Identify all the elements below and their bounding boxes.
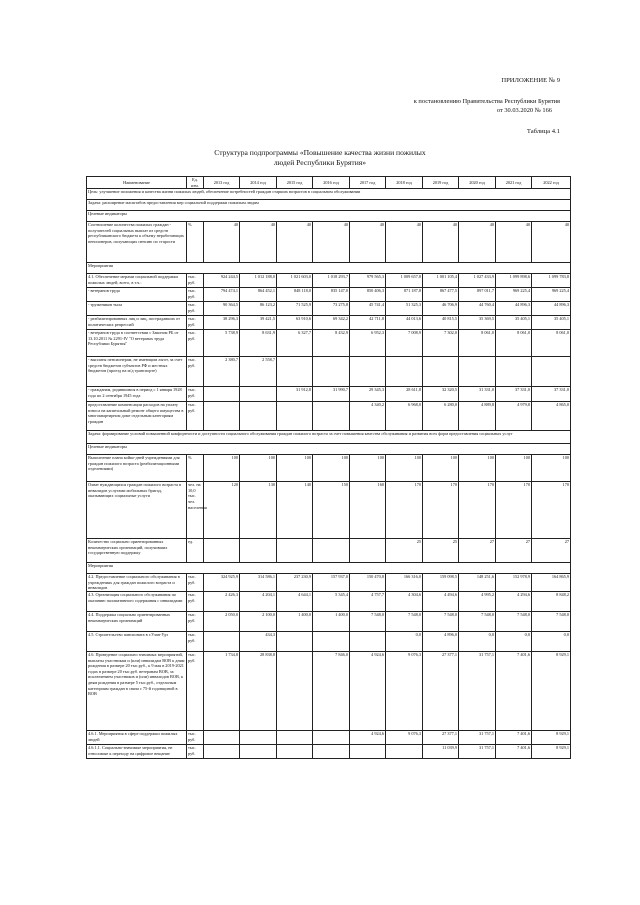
table-row	[87, 402, 571, 431]
header-year: 2017 год	[350, 177, 386, 189]
row-value: 29 345,3	[350, 387, 386, 402]
row-value: 7 302,0	[423, 330, 459, 357]
row-value	[350, 631, 386, 651]
section-text: Цель: улучшение положения и качества жизни пожилых людей, обеспечение потребностей граждан старших возрастов в социальном обслуживании	[87, 189, 571, 200]
table-number: Таблица 4.1	[526, 128, 560, 135]
row-value: 31 990,7	[313, 387, 350, 402]
section-text: Задача: формирование условий повышенной комфортности и доступности социального обслуживания граждан пожилого возраста за счет повышения качества обслуживания и развития всех форм предоставления социальных услуг	[87, 431, 571, 444]
row-name: - ветеранов труда	[87, 288, 187, 302]
row-value: 35 405,1	[496, 316, 532, 330]
row-value: 1 001 105,4	[423, 274, 459, 288]
row-value: 7 548,0	[532, 611, 571, 631]
row-value: 40 815,5	[423, 316, 459, 330]
row-value: 25	[386, 539, 423, 563]
row-unit: чел. на 10,0 тыс. чел. населения	[187, 482, 204, 539]
row-value: 8 631,9	[240, 330, 277, 357]
row-value: 45 741,4	[350, 302, 386, 316]
row-value: 150 470,8	[350, 574, 386, 592]
row-value: 0,0	[459, 631, 496, 651]
row-value	[277, 651, 313, 730]
row-name: 4.5. Строительство пансионата в г.Улан-Удэ	[87, 631, 187, 651]
row-value: 4 896,0	[423, 631, 459, 651]
row-value: 44 013,6	[386, 316, 423, 330]
row-value: 5 345,4	[313, 591, 350, 611]
row-value: 35 405,1	[532, 316, 571, 330]
row-value: 324 925,9	[204, 574, 240, 592]
row-name: Охват нуждающихся граждан пожилого возраста в инвалидов услугами мобильных бригад, оказывающих социальные услуги	[87, 482, 187, 539]
row-value: 100	[313, 455, 350, 482]
row-value: 7 846,0	[313, 651, 350, 730]
row-value: 100	[240, 455, 277, 482]
row-value: 170	[496, 482, 532, 539]
row-name: 4.2. Предоставление социального обслуживания в учреждениях для граждан пожилого возраста и инвалидов	[87, 574, 187, 592]
row-value: 8 848,2	[532, 591, 571, 611]
row-name: 4.6.1.1. Социально-значимые мероприятия, не относимые к переходу на цифровое вещание	[87, 744, 187, 758]
row-value	[240, 402, 277, 431]
table-row	[87, 387, 571, 402]
row-value: 40	[204, 222, 240, 263]
row-value: 8 929,1	[532, 730, 571, 744]
row-value: 170	[386, 482, 423, 539]
row-value: 37 331,0	[532, 387, 571, 402]
row-value: 6 968,0	[386, 402, 423, 431]
table-row	[87, 455, 571, 482]
row-value: 40	[459, 222, 496, 263]
row-value: 100	[277, 455, 313, 482]
row-value: 897 011,7	[459, 288, 496, 302]
row-value	[204, 631, 240, 651]
row-value: 27	[532, 539, 571, 563]
row-value: 0,0	[532, 631, 571, 651]
table-row	[87, 482, 571, 539]
row-value: 5 738,9	[204, 330, 240, 357]
row-name: 4.6. Проведение социально значимых мероприятий, выплаты участникам и (или) инвалидам ВОВ к дням рождения в размере 20 тыс.руб., к 9 мая в 2019-2021 годах в размере 20 тыс.руб. ветеранам ВОВ, за исключением участников и (или) инвалидов ВОВ, к дням рождения в размере 5 тыс.руб., отдельным категориям граждан в связи с 75-й годовщиной в ВОВ	[87, 651, 187, 730]
row-value: 37 331,0	[496, 387, 532, 402]
row-value: 7 401,6	[496, 651, 532, 730]
row-value: 31 757,1	[459, 651, 496, 730]
row-value: 4 995,2	[459, 591, 496, 611]
row-value: 4 304,6	[386, 591, 423, 611]
row-value: 40	[277, 222, 313, 263]
row-value: 86 123,2	[240, 302, 277, 316]
row-name: - ветеранов труда в соответствии с Законом РБ от 13.10.2011 № 2291-IV "О ветеранах труда Республики Бурятия"	[87, 330, 187, 357]
row-value: 40	[350, 222, 386, 263]
row-value: 1 012 188,0	[240, 274, 277, 288]
row-value: 1 027 433,9	[459, 274, 496, 288]
row-value: 40	[313, 222, 350, 263]
row-value	[313, 631, 350, 651]
row-value: 157 937,0	[313, 574, 350, 592]
row-name: - гражданам, родившимся в период с 1 января 1928 года по 2 сентября 1945 года	[87, 387, 187, 402]
row-value: 0,0	[496, 631, 532, 651]
row-value: 69 342,2	[313, 316, 350, 330]
row-value: 40	[423, 222, 459, 263]
table-row	[87, 222, 571, 263]
row-value	[313, 744, 350, 758]
row-value: 31 757,1	[459, 730, 496, 744]
row-value: 4 757,7	[350, 591, 386, 611]
table-row	[87, 611, 571, 631]
row-value: 6 952,3	[350, 330, 386, 357]
row-unit: тыс. руб.	[187, 288, 204, 302]
row-value: 434,3	[240, 631, 277, 651]
row-unit: тыс. руб.	[187, 651, 204, 730]
row-value	[277, 744, 313, 758]
row-value: 8 061,0	[496, 330, 532, 357]
row-value: 164 865,9	[532, 574, 571, 592]
row-value: 1 400,0	[313, 611, 350, 631]
row-value: 40	[496, 222, 532, 263]
row-value: 4 924,6	[350, 730, 386, 744]
table-row	[87, 631, 571, 651]
row-value	[386, 744, 423, 758]
row-value: 1 009 657,8	[386, 274, 423, 288]
row-value: 100	[459, 455, 496, 482]
row-unit: тыс. руб.	[187, 274, 204, 288]
row-unit: тыс. руб.	[187, 611, 204, 631]
row-value: 4 889,8	[459, 402, 496, 431]
row-value: 25	[423, 539, 459, 563]
row-value: 170	[423, 482, 459, 539]
row-value: 237 230,9	[277, 574, 313, 592]
row-value: 864 452,1	[240, 288, 277, 302]
row-value: 27 377,1	[423, 730, 459, 744]
table-row	[87, 744, 571, 758]
row-value	[313, 402, 350, 431]
row-value: 1 099 898,6	[496, 274, 532, 288]
row-value: 8 061,0	[532, 330, 571, 357]
row-value: 44 896,3	[532, 302, 571, 316]
row-value: 969 225,4	[532, 288, 571, 302]
row-value	[240, 387, 277, 402]
row-name: Соотношение количества пожилых граждан - получателей социальных выплат из средств республиканского бюджета к объему неработающих пенсионеров, получающих пенсию по старости	[87, 222, 187, 263]
row-name: предоставление компенсации расходов на уплату взноса на капитальный ремонт общего имущества в многоквартирном доме отдельным категориям граждан	[87, 402, 187, 431]
resolution-line-1: к постановлению Правительства Республики Бурятия	[413, 98, 560, 105]
row-value: 71 525,9	[277, 302, 313, 316]
section-text: Мероприятия	[87, 263, 571, 274]
row-value: 166 316,0	[386, 574, 423, 592]
row-value: 8 432,9	[313, 330, 350, 357]
row-value: 871 187,8	[386, 288, 423, 302]
row-value: 170	[532, 482, 571, 539]
row-value: 100	[204, 455, 240, 482]
row-value: 1 099 783,8	[532, 274, 571, 288]
row-value: 7 008,9	[386, 330, 423, 357]
row-unit: тыс. руб.	[187, 357, 204, 387]
section-row	[87, 431, 571, 444]
row-value	[350, 744, 386, 758]
row-name: 4.4. Поддержка социально ориентированных некоммерческих организаций	[87, 611, 187, 631]
row-value	[423, 357, 459, 387]
section-text: Целевые индикаторы	[87, 211, 571, 222]
row-value	[204, 730, 240, 744]
row-value: 314 586,1	[240, 574, 277, 592]
header-year: 2021 год	[496, 177, 532, 189]
row-value: 42 711,8	[350, 316, 386, 330]
row-value: 148 251,6	[459, 574, 496, 592]
row-value: 9 076,3	[386, 651, 423, 730]
row-value: 850 406,3	[350, 288, 386, 302]
row-value: 835 147,0	[313, 288, 350, 302]
row-value: 7 548,0	[459, 611, 496, 631]
row-value: 31 912,8	[277, 387, 313, 402]
row-value: 152 978,9	[496, 574, 532, 592]
row-value: 100	[386, 455, 423, 482]
row-value: 7 548,0	[496, 611, 532, 631]
row-value	[277, 539, 313, 563]
row-value: 100	[496, 455, 532, 482]
section-text: Мероприятия	[87, 563, 571, 574]
table-header-row	[87, 177, 571, 189]
row-name: - реабилитированных лиц и лиц, пострадавших от политических репрессий	[87, 316, 187, 330]
row-value	[386, 357, 423, 387]
row-value: 100	[350, 455, 386, 482]
row-value	[496, 357, 532, 387]
section-text: Целевые индикаторы	[87, 444, 571, 455]
row-unit: тыс. руб.	[187, 591, 204, 611]
row-value: 27	[459, 539, 496, 563]
row-value: 924 244,5	[204, 274, 240, 288]
table-row	[87, 591, 571, 611]
row-value: 100	[532, 455, 571, 482]
section-row	[87, 444, 571, 455]
row-value	[277, 357, 313, 387]
row-value: 31 331,0	[459, 387, 496, 402]
row-value: 4 494,6	[423, 591, 459, 611]
row-value: 969 225,4	[496, 288, 532, 302]
header-unit: Ед. изм.	[187, 177, 204, 189]
table-row	[87, 651, 571, 730]
table-row	[87, 539, 571, 563]
row-value	[277, 631, 313, 651]
resolution-line-2: от 30.03.2020 № 166	[496, 107, 552, 114]
section-row	[87, 189, 571, 200]
row-value	[350, 357, 386, 387]
row-value	[204, 402, 240, 431]
section-text: Задача: расширение масштабов предоставления мер социальной поддержки пожилым людям	[87, 200, 571, 211]
table-row	[87, 302, 571, 316]
row-value	[313, 357, 350, 387]
row-value	[532, 357, 571, 387]
table-row	[87, 274, 571, 288]
row-name: - тружеников тыла	[87, 302, 187, 316]
header-year: 2022 год	[532, 177, 571, 189]
row-value: 4 204,1	[240, 591, 277, 611]
row-unit: тыс. руб.	[187, 631, 204, 651]
row-value: 4 979,8	[496, 402, 532, 431]
table-row	[87, 330, 571, 357]
row-value: 2 050,0	[204, 611, 240, 631]
row-value: 2 558,7	[240, 357, 277, 387]
header-name: Наименование	[87, 177, 187, 189]
row-value: 40	[386, 222, 423, 263]
row-value: 7 548,0	[386, 611, 423, 631]
row-name: 4.6.1. Мероприятия в сфере поддержки пожилых людей	[87, 730, 187, 744]
row-value: 2 380,7	[204, 357, 240, 387]
row-value	[204, 744, 240, 758]
row-value: 7 401,6	[496, 744, 532, 758]
row-value: 2 100,0	[240, 611, 277, 631]
document-title	[0, 148, 640, 168]
row-value: 9 076,3	[386, 730, 423, 744]
row-value: 4 294,6	[496, 591, 532, 611]
row-unit: тыс. руб.	[187, 387, 204, 402]
row-value	[459, 357, 496, 387]
row-value: 46 706,9	[423, 302, 459, 316]
row-name: 4.3. Организация социального обслуживания по оказанию паллиативного содержания с инвалидами	[87, 591, 187, 611]
subprogram-structure-table	[86, 176, 571, 759]
row-value: 40	[532, 222, 571, 263]
row-unit: тыс. руб.	[187, 302, 204, 316]
header-year: 2020 год	[459, 177, 496, 189]
row-name: 4.1. Обеспечение мерами социальной поддержки пожилых людей, всего, в т.ч.:	[87, 274, 187, 288]
row-value: 1 021 603,0	[277, 274, 313, 288]
row-value: 27	[496, 539, 532, 563]
row-value	[240, 539, 277, 563]
row-value: 28 611,8	[386, 387, 423, 402]
row-value: 40	[240, 222, 277, 263]
row-value: 0,0	[386, 631, 423, 651]
row-unit: тыс. руб.	[187, 316, 204, 330]
row-unit: тыс. руб.	[187, 402, 204, 431]
row-value: 867 477,5	[423, 288, 459, 302]
row-name: Выполнение плана койко-дней учреждениями для граждан пожилого возраста (реабилитационными отделениями)	[87, 455, 187, 482]
row-value: 130	[240, 482, 277, 539]
section-row	[87, 211, 571, 222]
row-value: 44 896,3	[496, 302, 532, 316]
row-unit: тыс. руб.	[187, 330, 204, 357]
row-value: 120	[204, 482, 240, 539]
section-row	[87, 563, 571, 574]
row-value: 160	[350, 482, 386, 539]
table-row	[87, 574, 571, 592]
row-value	[313, 539, 350, 563]
row-value: 8 929,1	[532, 651, 571, 730]
row-value: 39 421,5	[240, 316, 277, 330]
table-body	[87, 189, 571, 759]
row-name: Количество социально ориентированных некоммерческих организаций, получивших государственную поддержку	[87, 539, 187, 563]
title-line-1: Структура подпрограммы «Повышение качества жизни пожилых	[214, 148, 426, 157]
header-year: 2016 год	[313, 177, 350, 189]
row-value	[350, 539, 386, 563]
row-value: 27 377,1	[423, 651, 459, 730]
row-value: 7 548,0	[350, 611, 386, 631]
row-value: 38 296,3	[204, 316, 240, 330]
title-line-2: людей Республики Бурятия»	[273, 158, 367, 167]
header-year: 2015 год	[277, 177, 313, 189]
row-value: 170	[459, 482, 496, 539]
row-value	[204, 387, 240, 402]
row-value	[204, 539, 240, 563]
row-value	[313, 730, 350, 744]
row-value: 90 364,5	[204, 302, 240, 316]
row-value: 6 327,7	[277, 330, 313, 357]
row-value: 63 910,6	[277, 316, 313, 330]
row-value: 8 929,1	[532, 744, 571, 758]
row-unit: тыс. руб.	[187, 730, 204, 744]
row-value: 6 280,0	[423, 402, 459, 431]
header-year: 2014 год	[240, 177, 277, 189]
row-value: 31 757,1	[459, 744, 496, 758]
row-value: 100	[423, 455, 459, 482]
table-row	[87, 288, 571, 302]
row-value: 4 924,6	[350, 651, 386, 730]
row-value: 28 838,8	[240, 651, 277, 730]
header-year: 2018 год	[386, 177, 423, 189]
row-value: 794 474,1	[204, 288, 240, 302]
row-value: 7 548,0	[423, 611, 459, 631]
row-value	[240, 730, 277, 744]
table-row	[87, 316, 571, 330]
row-unit: %	[187, 455, 204, 482]
section-row	[87, 200, 571, 211]
row-unit: ед.	[187, 539, 204, 563]
row-value	[277, 730, 313, 744]
header-year: 2013 год	[204, 177, 240, 189]
row-unit: тыс. руб.	[187, 744, 204, 758]
row-value: 4 865,0	[532, 402, 571, 431]
row-value: 1 734,8	[204, 651, 240, 730]
table-row	[87, 730, 571, 744]
row-value: 848 118,0	[277, 288, 313, 302]
row-value: 8 061,0	[459, 330, 496, 357]
row-value: 150	[313, 482, 350, 539]
row-value: 11 039,9	[423, 744, 459, 758]
row-value: 1 400,0	[277, 611, 313, 631]
row-value: 51 325,3	[386, 302, 423, 316]
row-value: 2 426,3	[204, 591, 240, 611]
row-unit: тыс. руб.	[187, 574, 204, 592]
section-row	[87, 263, 571, 274]
row-name: - выплаты пенсионерам, не имеющим льгот, за счет средств бюджетов субъектов РФ и местных бюджетов (проезд на м/д транспорте)	[87, 357, 187, 387]
row-unit: %	[187, 222, 204, 263]
row-value: 32 320,5	[423, 387, 459, 402]
header-year: 2019 год	[423, 177, 459, 189]
row-value: 979 565,3	[350, 274, 386, 288]
row-value: 4 340,2	[350, 402, 386, 431]
row-value: 159 098,5	[423, 574, 459, 592]
row-value	[240, 744, 277, 758]
row-value: 1 018 293,7	[313, 274, 350, 288]
row-value: 140	[277, 482, 313, 539]
row-value: 4 644,1	[277, 591, 313, 611]
row-value: 35 369,5	[459, 316, 496, 330]
table-row	[87, 357, 571, 387]
row-value: 7 401,6	[496, 730, 532, 744]
row-value: 44 760,4	[459, 302, 496, 316]
row-value	[277, 402, 313, 431]
row-value: 73 275,8	[313, 302, 350, 316]
appendix-label: ПРИЛОЖЕНИЕ № 9	[501, 77, 560, 84]
